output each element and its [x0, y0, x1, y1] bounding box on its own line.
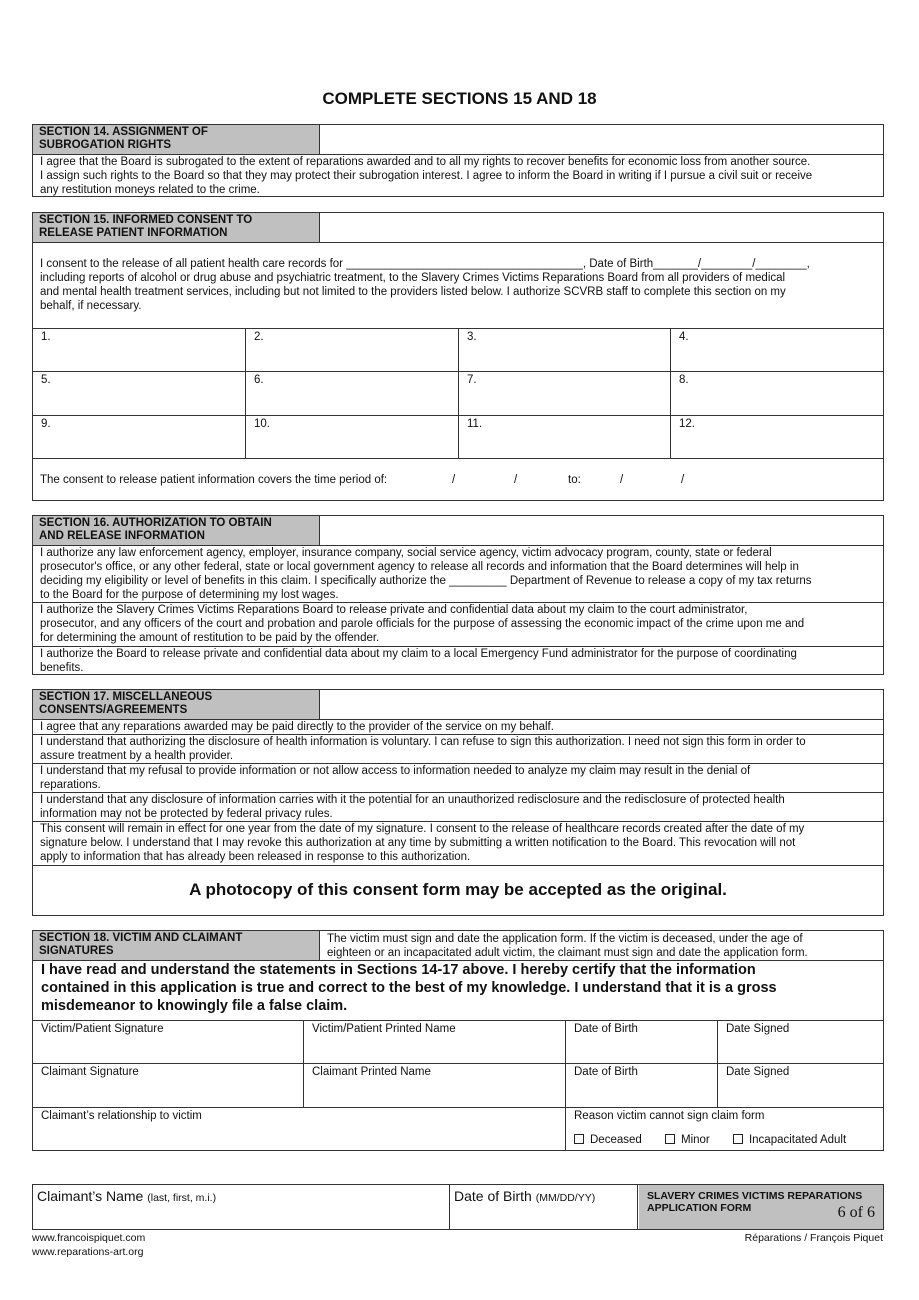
claimant-name-field[interactable]	[33, 1185, 450, 1229]
provider-number: 10.	[254, 418, 270, 430]
field-label: Reason victim cannot sign claim form	[574, 1110, 765, 1122]
field-hint: (last, first, m.i.)	[147, 1192, 217, 1204]
provider-field-7[interactable]	[459, 372, 670, 414]
section-14-title-line1: SECTION 14. ASSIGNMENT OF	[39, 126, 208, 138]
text-line: and mental health treatment services, including but not limited to the providers listed below. I authorize SCVRB staff to complete this section on my	[40, 286, 786, 298]
section-14-title-line2: SUBROGATION RIGHTS	[39, 139, 172, 151]
text-line: prosecutor, and any officers of the court and probation and parole officials for the purpose of assessing the economic impact of the crime upon me and	[40, 618, 805, 630]
field-label: Claimant’s relationship to victim	[41, 1110, 202, 1122]
checkbox-icon[interactable]	[574, 1134, 584, 1144]
page-number: 6 of 6	[837, 1204, 875, 1221]
section-16-title-line1: SECTION 16. AUTHORIZATION TO OBTAIN	[39, 517, 272, 529]
text-line: misdemeanor to knowingly file a false claim.	[41, 998, 348, 1014]
field-label: Victim/Patient Printed Name	[312, 1023, 456, 1035]
field-label: Claimant Printed Name	[312, 1066, 431, 1078]
provider-field-9[interactable]	[33, 416, 245, 458]
text-line: I authorize the Slavery Crimes Victims Reparations Board to release private and confidential data about my claim to the court administrator,	[40, 604, 748, 616]
section-17-para-2	[33, 735, 883, 763]
text-line: benefits.	[40, 662, 84, 674]
provider-field-3[interactable]	[459, 329, 670, 371]
section-15-title-line2: RELEASE PATIENT INFORMATION	[39, 227, 228, 239]
section-14-header	[33, 125, 320, 154]
text-line: I understand that authorizing the disclosure of health information is voluntary. I can refuse to sign this authorization. I need not sign this form in order to	[40, 736, 806, 748]
provider-number: 4.	[679, 331, 689, 343]
text-line: prosecutor's office, or any other federal, state or local government agency to release all records and information that the Board determines will help in	[40, 561, 799, 573]
victim-printed-name-field[interactable]	[304, 1021, 565, 1063]
section-16-title-line2: AND RELEASE INFORMATION	[39, 530, 205, 542]
incapacitated-option[interactable]	[733, 1134, 846, 1146]
text-line: reparations.	[40, 779, 101, 791]
claimant-dob-field[interactable]	[566, 1064, 717, 1107]
text-line: apply to information that has already been released in response to this authorization.	[40, 851, 471, 863]
field-label: Date of Birth	[574, 1023, 638, 1035]
provider-number: 9.	[41, 418, 51, 430]
claimant-dob-footer-field[interactable]	[450, 1185, 638, 1229]
provider-number: 5.	[41, 374, 51, 386]
section-16-para-3	[33, 647, 883, 675]
option-label: Incapacitated Adult	[748, 1134, 847, 1146]
text-line: including reports of alcohol or drug abuse and psychiatric treatment, to the Slavery Crimes Victims Reparations Board from all providers of medical	[40, 272, 786, 284]
field-label: Victim/Patient Signature	[41, 1023, 164, 1035]
section-17	[32, 689, 884, 916]
field-label: Date of Birth	[574, 1066, 638, 1078]
section-15-title-line1: SECTION 15. INFORMED CONSENT TO	[39, 214, 253, 226]
text-line: eighteen or an incapacitated adult victim, the claimant must sign and date the application form.	[327, 947, 808, 959]
section-17-header	[33, 690, 320, 719]
claimant-date-signed-field[interactable]	[718, 1064, 883, 1107]
minor-option[interactable]	[665, 1134, 710, 1146]
time-period-label: The consent to release patient information covers the time period of:	[40, 474, 388, 486]
section-15	[32, 212, 884, 501]
field-hint: (MM/DD/YY)	[535, 1192, 596, 1204]
section-16-header	[33, 516, 320, 545]
section-16-para-2	[33, 603, 883, 645]
provider-number: 8.	[679, 374, 689, 386]
section-17-para-1	[33, 720, 883, 734]
section-18	[32, 930, 884, 1151]
text-line: contained in this application is true and correct to the best of my knowledge. I understand that it is a gross	[41, 980, 777, 996]
text-line: behalf, if necessary.	[40, 300, 142, 312]
section-14	[32, 124, 884, 197]
option-label: Minor	[681, 1134, 710, 1146]
text-line: information may not be protected by federal privacy rules.	[40, 808, 333, 820]
credit-text: Réparations / François Piquet	[744, 1232, 883, 1244]
reason-options	[574, 1134, 875, 1146]
date-slash[interactable]: /	[620, 474, 624, 486]
text-line: The victim must sign and date the application form. If the victim is deceased, under the age of	[327, 933, 803, 945]
provider-field-5[interactable]	[33, 372, 245, 414]
provider-number: 6.	[254, 374, 264, 386]
reason-cannot-sign	[566, 1108, 883, 1150]
divider	[33, 458, 883, 459]
provider-field-8[interactable]	[671, 372, 883, 414]
website-link[interactable]: www.francoispiquet.com	[32, 1232, 146, 1244]
text-line: I understand that my refusal to provide information or not allow access to information needed to analyze my claim may result in the denial of	[40, 765, 751, 777]
provider-number: 12.	[679, 418, 695, 430]
provider-number: 11.	[467, 418, 483, 430]
date-slash[interactable]: /	[452, 474, 456, 486]
section-18-title-line2: SIGNATURES	[39, 945, 114, 957]
section-17-title-line2: CONSENTS/AGREEMENTS	[39, 704, 188, 716]
claimant-info-footer	[32, 1184, 884, 1230]
text-line: I understand that any disclosure of information carries with it the potential for an unauthorized redisclosure and the redisclosure of protected health	[40, 794, 785, 806]
section-18-note	[320, 932, 883, 960]
provider-field-4[interactable]	[671, 329, 883, 371]
field-label: Claimant Signature	[41, 1066, 139, 1078]
victim-dob-field[interactable]	[566, 1021, 717, 1063]
photocopy-notice: A photocopy of this consent form may be accepted as the original.	[189, 880, 727, 899]
text-line: I assign such rights to the Board so that they may protect their subrogation interest. I agree to inform the Board in writing if I pursue a civil suit or receive	[40, 170, 813, 182]
section-16	[32, 515, 884, 675]
website-link[interactable]: www.reparations-art.org	[32, 1246, 144, 1258]
text-line: I agree that the Board is subrogated to the extent of reparations awarded and to all my rights to recover benefits for economic loss from another source.	[40, 156, 811, 168]
divider	[33, 242, 883, 243]
time-period-to-label: to:	[568, 474, 581, 486]
text-line: I consent to the release of all patient health care records for _____________________________________, Date of Birth_______/________/________,	[40, 258, 810, 270]
text-line: I agree that any reparations awarded may be paid directly to the provider of the service on my behalf.	[40, 721, 554, 733]
date-slash[interactable]: /	[514, 474, 518, 486]
text-line: I have read and understand the statements in Sections 14-17 above. I hereby certify that the information	[41, 962, 756, 978]
provider-number: 2.	[254, 331, 264, 343]
form-id-panel	[639, 1185, 883, 1229]
text-line: for determining the amount of restitution to be paid by the offender.	[40, 632, 380, 644]
provider-field-12[interactable]	[671, 416, 883, 458]
checkbox-icon[interactable]	[733, 1134, 743, 1144]
text-line: I authorize the Board to release private and confidential data about my claim to a local Emergency Fund administrator for the purpose of coordinating	[40, 648, 797, 660]
victim-date-signed-field[interactable]	[718, 1021, 883, 1063]
field-label: Claimant’s Name	[37, 1188, 144, 1204]
section-14-text	[33, 155, 883, 197]
section-15-consent-text	[33, 257, 883, 313]
provider-field-11[interactable]	[459, 416, 670, 458]
claimant-relationship-field[interactable]	[33, 1108, 565, 1150]
claimant-signature-field[interactable]	[33, 1064, 303, 1107]
text-line: I authorize any law enforcement agency, employer, insurance company, social service agency, victim advocacy program, county, state or federal	[40, 547, 772, 559]
section-15-header	[33, 213, 320, 242]
text-line: signature below. I understand that I may revoke this authorization at any time by submitting a written notification to the Board. This revocation will not	[40, 837, 796, 849]
claimant-printed-name-field[interactable]	[304, 1064, 565, 1107]
provider-number: 1.	[41, 331, 51, 343]
text-line: deciding my eligibility or level of benefits in this claim. I specifically authorize the _________ Department of Revenue to release a copy of my tax returns	[40, 575, 812, 587]
text-line: to the Board for the purpose of determining my lost wages.	[40, 589, 339, 601]
field-label: Date of Birth	[454, 1188, 532, 1204]
section-17-para-3	[33, 764, 883, 792]
checkbox-icon[interactable]	[665, 1134, 675, 1144]
text-line: assure treatment by a health provider.	[40, 750, 234, 762]
form-name-line1: SLAVERY CRIMES VICTIMS REPARATIONS	[647, 1190, 863, 1202]
section-17-para-4	[33, 793, 883, 821]
section-16-para-1	[33, 546, 883, 602]
field-label: Date Signed	[726, 1066, 790, 1078]
text-line: This consent will remain in effect for one year from the date of my signature. I consent to the release of healthcare records created after the date of my	[40, 823, 805, 835]
date-slash[interactable]: /	[681, 474, 685, 486]
section-18-header	[33, 931, 320, 960]
provider-field-6[interactable]	[246, 372, 458, 414]
page-title: COMPLETE SECTIONS 15 AND 18	[322, 89, 597, 108]
form-name-line2: APPLICATION FORM	[647, 1202, 752, 1214]
provider-field-1[interactable]	[33, 329, 245, 371]
section-17-para-5	[33, 822, 883, 864]
section-18-title-line1: SECTION 18. VICTIM AND CLAIMANT	[39, 932, 243, 944]
victim-signature-field[interactable]	[33, 1021, 303, 1063]
text-line: any restitution moneys related to the crime.	[40, 184, 260, 196]
deceased-option[interactable]	[574, 1134, 642, 1146]
divider	[33, 865, 883, 866]
field-label: Date Signed	[726, 1023, 790, 1035]
option-label: Deceased	[590, 1134, 642, 1146]
provider-field-10[interactable]	[246, 416, 458, 458]
provider-number: 3.	[467, 331, 477, 343]
section-17-title-line1: SECTION 17. MISCELLANEOUS	[39, 691, 213, 703]
certification-statement	[33, 961, 883, 1015]
provider-field-2[interactable]	[246, 329, 458, 371]
provider-number: 7.	[467, 374, 477, 386]
